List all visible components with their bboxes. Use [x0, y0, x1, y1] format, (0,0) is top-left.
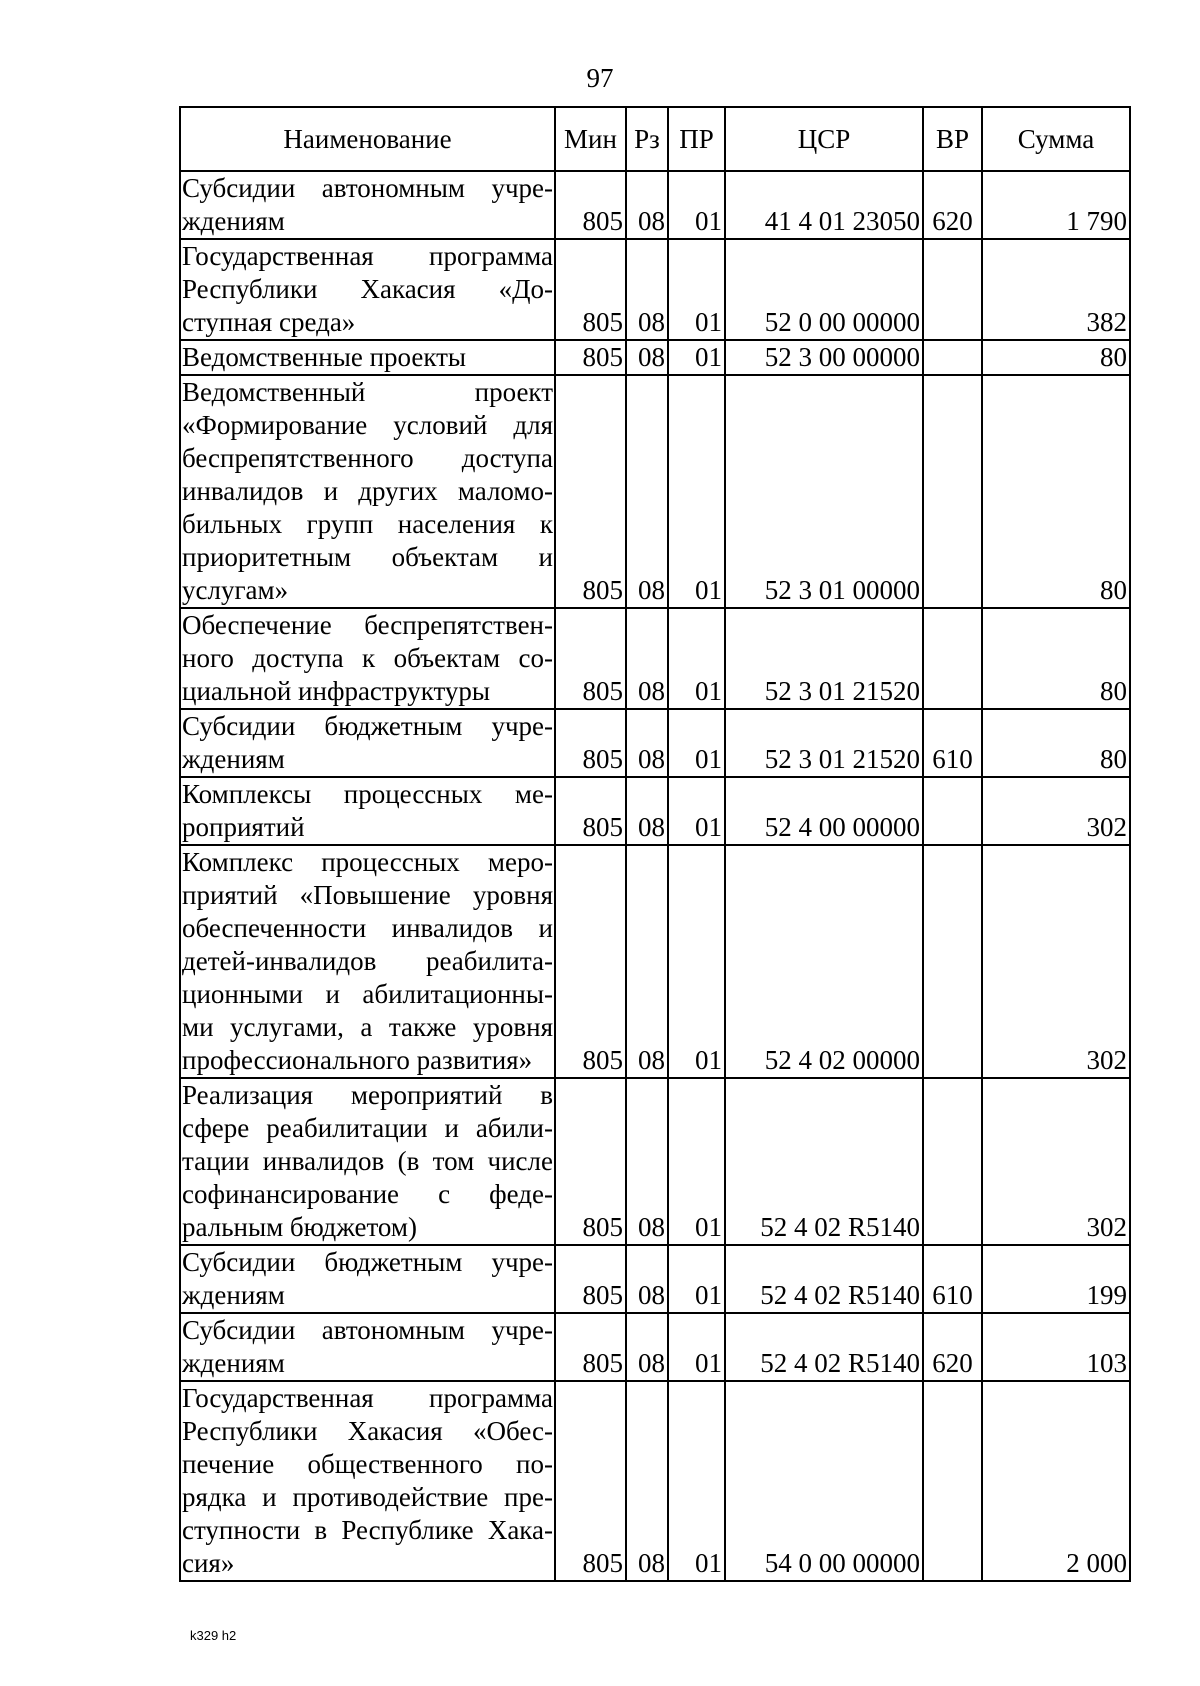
cell-csr: 52 4 02 R5140 [725, 1245, 923, 1313]
cell-rz: 08 [626, 709, 668, 777]
table-header-row [180, 107, 1130, 171]
cell-min: 805 [555, 1381, 626, 1581]
table-row [180, 608, 1130, 709]
cell-name: Субсидии бюджетным учре- ждениям [180, 1245, 555, 1313]
cell-pr: 01 [668, 1381, 725, 1581]
cell-rz: 08 [626, 1381, 668, 1581]
cell-name: Государственная программа Республики Хакасия «До- ступная среда» [180, 239, 555, 340]
cell-vr [923, 239, 982, 340]
cell-name: Реализация мероприятий в сфере реабилитации и абили- тации инвалидов (в том числе софинансирование с феде- ральным бюджетом) [180, 1078, 555, 1245]
table-row [180, 239, 1130, 340]
cell-name: Комплексы процессных ме- роприятий [180, 777, 555, 845]
cell-rz: 08 [626, 1078, 668, 1245]
cell-min: 805 [555, 375, 626, 608]
table-row [180, 845, 1130, 1078]
cell-rz: 08 [626, 340, 668, 375]
cell-csr: 52 3 01 21520 [725, 709, 923, 777]
cell-min: 805 [555, 1313, 626, 1381]
cell-name: Ведомственные проекты [180, 340, 555, 375]
budget-table [179, 106, 1131, 1582]
cell-rz: 08 [626, 239, 668, 340]
table-row [180, 171, 1130, 239]
cell-min: 805 [555, 709, 626, 777]
cell-vr [923, 1381, 982, 1581]
header-sum: Сумма [982, 107, 1130, 171]
cell-csr: 52 3 01 00000 [725, 375, 923, 608]
cell-min: 805 [555, 608, 626, 709]
cell-pr: 01 [668, 1313, 725, 1381]
cell-name: Ведомственный проект «Формирование условий для беспрепятственного доступа инвалидов и других маломо- бильных групп населения к приоритетным объектам и услугам» [180, 375, 555, 608]
cell-min: 805 [555, 171, 626, 239]
cell-name: Обеспечение беспрепятствен- ного доступа к объектам со- циальной инфраструктуры [180, 608, 555, 709]
cell-pr: 01 [668, 608, 725, 709]
cell-csr: 54 0 00 00000 [725, 1381, 923, 1581]
cell-sum: 302 [982, 845, 1130, 1078]
cell-rz: 08 [626, 608, 668, 709]
cell-pr: 01 [668, 1078, 725, 1245]
table-row [180, 1078, 1130, 1245]
header-min: Мин [555, 107, 626, 171]
cell-sum: 382 [982, 239, 1130, 340]
cell-vr [923, 1078, 982, 1245]
cell-min: 805 [555, 845, 626, 1078]
cell-pr: 01 [668, 709, 725, 777]
header-pr: ПР [668, 107, 725, 171]
header-csr: ЦСР [725, 107, 923, 171]
cell-pr: 01 [668, 845, 725, 1078]
cell-pr: 01 [668, 239, 725, 340]
cell-name: Комплекс процессных меро- приятий «Повышение уровня обеспеченности инвалидов и детей-инвалидов реабилита- ционными и абилитационны- ми услугами, а также уровня профессионального развития» [180, 845, 555, 1078]
cell-vr: 610 [923, 1245, 982, 1313]
cell-vr [923, 340, 982, 375]
table-body [180, 171, 1130, 1581]
cell-name: Субсидии автономным учре- ждениям [180, 171, 555, 239]
table-row [180, 709, 1130, 777]
cell-sum: 2 000 [982, 1381, 1130, 1581]
cell-sum: 80 [982, 375, 1130, 608]
cell-csr: 52 4 00 00000 [725, 777, 923, 845]
table-row [180, 340, 1130, 375]
cell-min: 805 [555, 239, 626, 340]
page-number: 97 [586, 63, 614, 93]
header-rz: Рз [626, 107, 668, 171]
cell-vr: 610 [923, 709, 982, 777]
cell-rz: 08 [626, 375, 668, 608]
cell-csr: 52 4 02 00000 [725, 845, 923, 1078]
cell-min: 805 [555, 340, 626, 375]
cell-vr: 620 [923, 1313, 982, 1381]
cell-vr [923, 777, 982, 845]
cell-rz: 08 [626, 171, 668, 239]
cell-pr: 01 [668, 375, 725, 608]
cell-sum: 80 [982, 608, 1130, 709]
cell-pr: 01 [668, 777, 725, 845]
cell-name: Субсидии автономным учре- ждениям [180, 1313, 555, 1381]
cell-rz: 08 [626, 845, 668, 1078]
cell-csr: 52 0 00 00000 [725, 239, 923, 340]
cell-rz: 08 [626, 1313, 668, 1381]
cell-sum: 1 790 [982, 171, 1130, 239]
cell-csr: 52 4 02 R5140 [725, 1313, 923, 1381]
cell-sum: 302 [982, 777, 1130, 845]
table-row [180, 1245, 1130, 1313]
cell-min: 805 [555, 1245, 626, 1313]
cell-vr [923, 375, 982, 608]
cell-name: Субсидии бюджетным учре- ждениям [180, 709, 555, 777]
cell-sum: 302 [982, 1078, 1130, 1245]
footer-code: k329 h2 [190, 1628, 237, 1643]
cell-csr: 52 3 01 21520 [725, 608, 923, 709]
cell-name: Государственная программа Республики Хакасия «Обес- печение общественного по- рядка и противодействие пре- ступности в Республике Хака- сия» [180, 1381, 555, 1581]
cell-min: 805 [555, 1078, 626, 1245]
cell-min: 805 [555, 777, 626, 845]
cell-sum: 103 [982, 1313, 1130, 1381]
table-row [180, 1313, 1130, 1381]
cell-rz: 08 [626, 1245, 668, 1313]
header-vr: ВР [923, 107, 982, 171]
cell-vr [923, 845, 982, 1078]
cell-csr: 52 4 02 R5140 [725, 1078, 923, 1245]
cell-vr: 620 [923, 171, 982, 239]
cell-csr: 52 3 00 00000 [725, 340, 923, 375]
cell-csr: 41 4 01 23050 [725, 171, 923, 239]
cell-sum: 80 [982, 340, 1130, 375]
cell-pr: 01 [668, 171, 725, 239]
table-row [180, 375, 1130, 608]
header-name: Наименование [180, 107, 555, 171]
cell-rz: 08 [626, 777, 668, 845]
table-row [180, 777, 1130, 845]
cell-vr [923, 608, 982, 709]
cell-sum: 80 [982, 709, 1130, 777]
cell-pr: 01 [668, 1245, 725, 1313]
cell-pr: 01 [668, 340, 725, 375]
table-row [180, 1381, 1130, 1581]
cell-sum: 199 [982, 1245, 1130, 1313]
